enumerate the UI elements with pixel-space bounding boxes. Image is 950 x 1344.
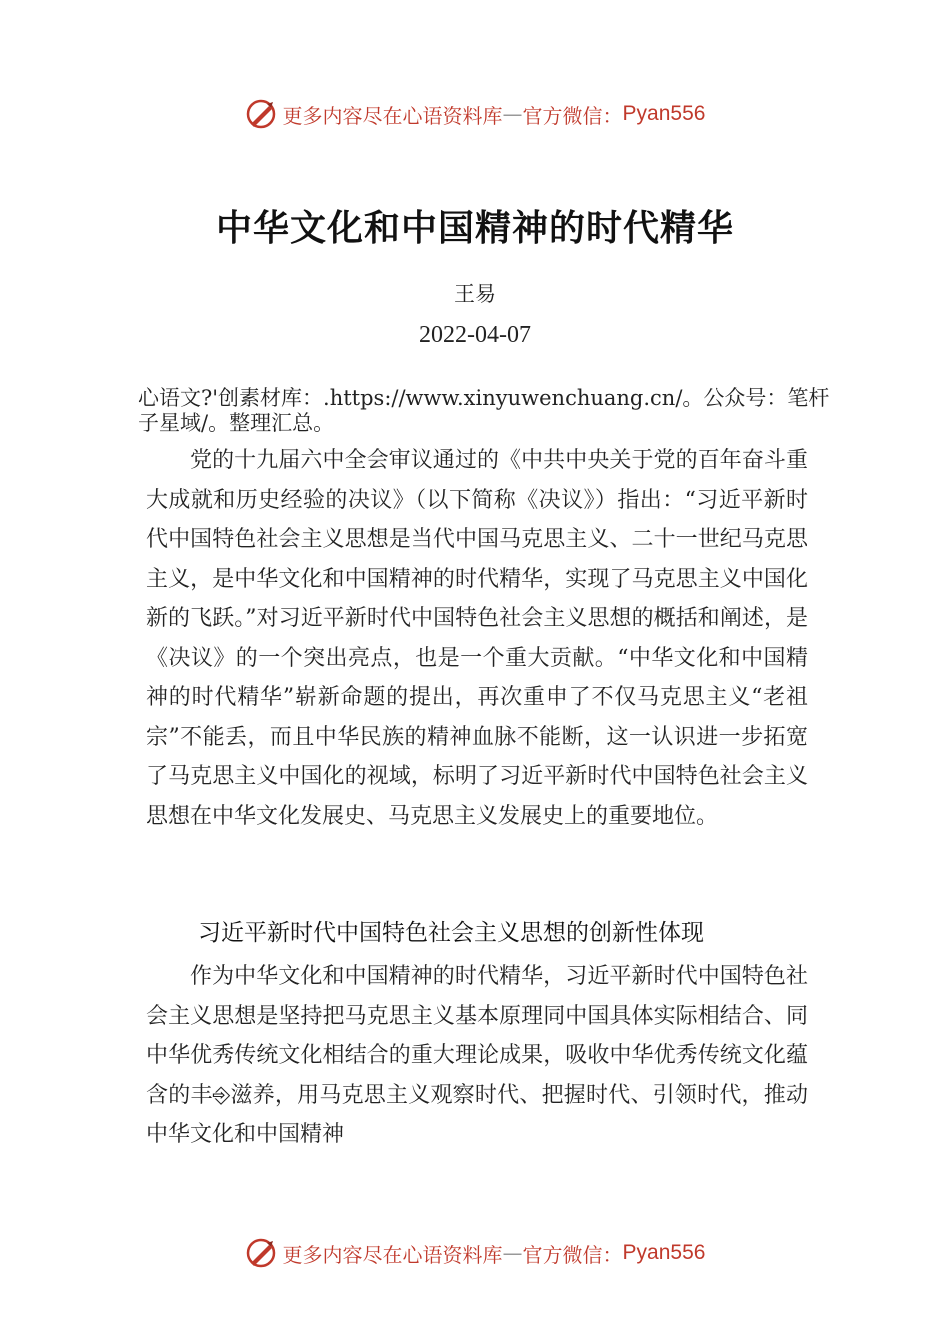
- article-title: 中华文化和中国精神的时代精华: [215, 208, 734, 249]
- footer-banner-text: 更多内容尽在心语资料库: [282, 1242, 503, 1267]
- article-date: 2022-04-07: [419, 322, 531, 348]
- source-note: 心语文?'创素材库：.https://www.xinyuwenchuang.cn/。公众号：笔杆子星域/。整理汇总。: [138, 386, 830, 435]
- footer-banner-wechat-label: 官方微信：: [522, 1242, 623, 1267]
- paragraph-2: [146, 957, 808, 1155]
- footer-banner-wechat-id: Pyan556: [622, 1241, 706, 1264]
- header-banner: [0, 94, 950, 134]
- banner-dash: —: [502, 102, 523, 126]
- quill-pen-logo-icon: [245, 98, 277, 130]
- article-author: 王易: [454, 282, 496, 306]
- footer-banner: [0, 1233, 950, 1273]
- paragraph-2-text: 作为中华文化和中国精神的时代精华，习近平新时代中国特色社会主义思想是坚持把马克思主义基本原理同中国具体实际相结合、同中华优秀传统文化相结合的重大理论成果，吸收中华优秀传统文化蕴含的丰⎆滋养，用马克思主义观察时代、把握时代、引领时代，推动中华文化和中国精神: [146, 964, 808, 1147]
- paragraph-1-text: 党的十九届六中全会审议通过的《中共中央关于党的百年奋斗重大成就和历史经验的决议》（以下简称《决议》）指出：“习近平新时代中国特色社会主义思想是当代中国马克思主义、二十一世纪马克思主义，是中华文化和中国精神的时代精华，实现了马克思主义中国化新的飞跃。”对习近平新时代中国特色社会主义思想的概括和阐述，是《决议》的一个突出亮点，也是一个重大贡献。“中华文化和中国精神的时代精华”崭新命题的提出，再次重申了不仅马克思主义“老祖宗”不能丢，而且中华民族的精神血脉不能断，这一认识进一步拓宽了马克思主义中国化的视域，标明了习近平新时代中国特色社会主义思想在中华文化发展史、马克思主义发展史上的重要地位。: [146, 448, 808, 829]
- banner-wechat-id: Pyan556: [622, 102, 706, 125]
- banner-wechat-label: 官方微信：: [522, 103, 623, 128]
- paragraph-1: [146, 441, 808, 836]
- banner-text: 更多内容尽在心语资料库: [282, 103, 503, 128]
- footer-banner-dash: —: [502, 1241, 523, 1265]
- quill-pen-logo-icon: [245, 1237, 277, 1269]
- section-heading: 习近平新时代中国特色社会主义思想的创新性体现: [198, 920, 704, 946]
